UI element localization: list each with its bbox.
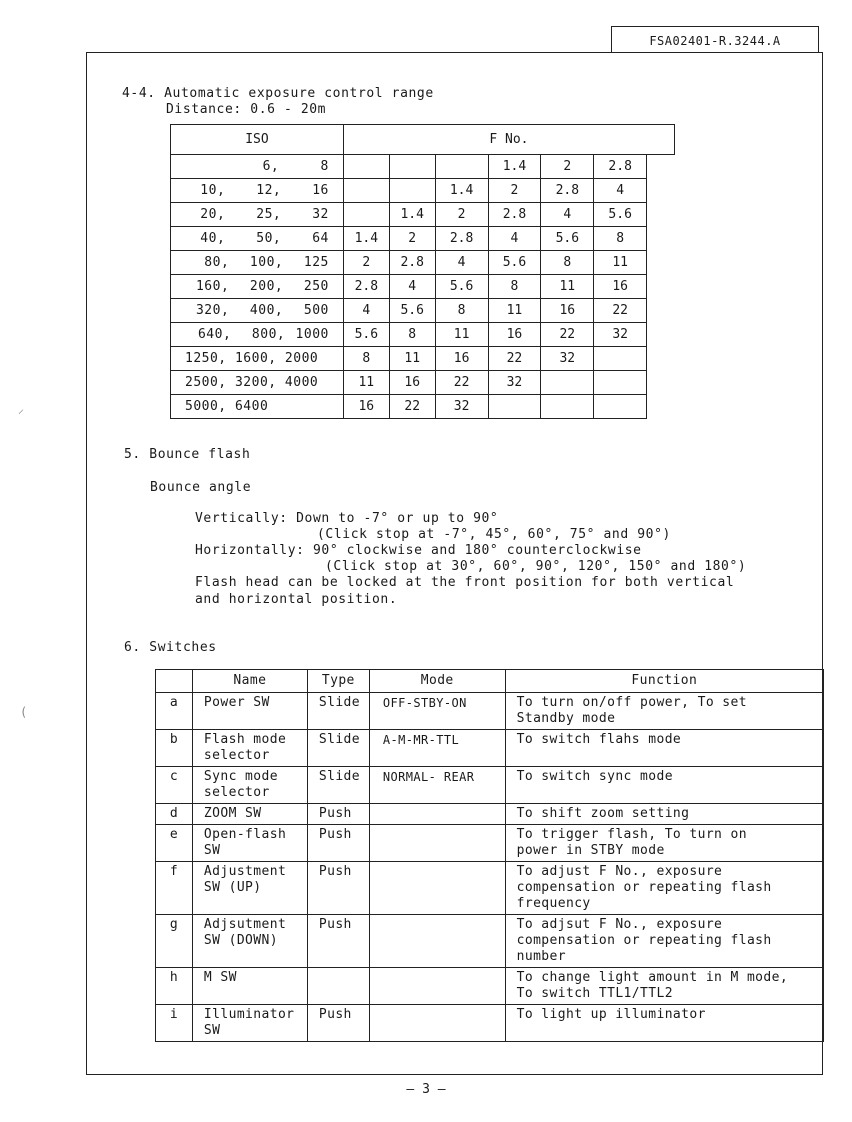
fno-cell: 1.4 bbox=[343, 227, 389, 251]
iso-values: 320, 400, 500 bbox=[171, 299, 344, 323]
fno-cell: 16 bbox=[389, 371, 435, 395]
switch-type bbox=[307, 968, 369, 1005]
spacer bbox=[647, 155, 675, 179]
fno-cell: 11 bbox=[343, 371, 389, 395]
header-function: Function bbox=[505, 670, 823, 693]
switch-row bbox=[156, 915, 824, 968]
exposure-row bbox=[171, 347, 675, 371]
fno-cell: 16 bbox=[541, 299, 594, 323]
switch-type: Push bbox=[307, 915, 369, 968]
fno-cell: 16 bbox=[435, 347, 488, 371]
exposure-row bbox=[171, 155, 675, 179]
iso-values: 10, 12, 16 bbox=[171, 179, 344, 203]
fno-cell: 22 bbox=[541, 323, 594, 347]
spacer bbox=[647, 203, 675, 227]
fno-cell: 8 bbox=[343, 347, 389, 371]
fno-cell: 8 bbox=[435, 299, 488, 323]
fno-cell: 2 bbox=[541, 155, 594, 179]
fno-cell bbox=[541, 395, 594, 419]
fno-cell: 2 bbox=[435, 203, 488, 227]
switch-type: Slide bbox=[307, 730, 369, 767]
fno-cell bbox=[343, 155, 389, 179]
fno-cell: 16 bbox=[488, 323, 541, 347]
switch-function: To trigger flash, To turn on power in STBY mode bbox=[505, 825, 823, 862]
bounce-line: Vertically: Down to -7° or up to 90° bbox=[195, 511, 499, 526]
fno-cell: 22 bbox=[389, 395, 435, 419]
spacer bbox=[647, 299, 675, 323]
exposure-row bbox=[171, 299, 675, 323]
switch-type: Slide bbox=[307, 693, 369, 730]
switch-type: Push bbox=[307, 1005, 369, 1042]
switch-name: ZOOM SW bbox=[192, 804, 307, 825]
switch-id: a bbox=[156, 693, 193, 730]
iso-values: 40, 50, 64 bbox=[171, 227, 344, 251]
section-5-heading: 5. Bounce flash bbox=[124, 447, 251, 462]
fno-cell: 8 bbox=[488, 275, 541, 299]
iso-values: 80, 100, 125 bbox=[171, 251, 344, 275]
exposure-row bbox=[171, 371, 675, 395]
document-id: FSA02401-R.3244.A bbox=[611, 26, 819, 52]
switch-name: Adjustment SW (UP) bbox=[192, 862, 307, 915]
switch-mode: OFF-STBY-ON bbox=[369, 693, 505, 730]
spacer bbox=[647, 395, 675, 419]
switch-function: To adjust F No., exposure compensation or repeating flash frequency bbox=[505, 862, 823, 915]
switch-row bbox=[156, 825, 824, 862]
switch-row bbox=[156, 1005, 824, 1042]
fno-cell: 5.6 bbox=[541, 227, 594, 251]
switch-mode bbox=[369, 825, 505, 862]
switch-name: Sync mode selector bbox=[192, 767, 307, 804]
fno-cell: 2.8 bbox=[541, 179, 594, 203]
switch-function: To change light amount in M mode, To switch TTL1/TTL2 bbox=[505, 968, 823, 1005]
switch-row bbox=[156, 767, 824, 804]
switch-id: d bbox=[156, 804, 193, 825]
fno-cell: 22 bbox=[488, 347, 541, 371]
fno-cell bbox=[594, 371, 647, 395]
switch-row bbox=[156, 968, 824, 1005]
fno-cell bbox=[594, 347, 647, 371]
fno-cell: 2.8 bbox=[488, 203, 541, 227]
fno-cell: 5.6 bbox=[435, 275, 488, 299]
fno-cell bbox=[389, 179, 435, 203]
fno-cell: 32 bbox=[541, 347, 594, 371]
fno-cell: 5.6 bbox=[488, 251, 541, 275]
switch-mode bbox=[369, 968, 505, 1005]
switch-row bbox=[156, 804, 824, 825]
iso-values: 20, 25, 32 bbox=[171, 203, 344, 227]
fno-cell: 8 bbox=[594, 227, 647, 251]
fno-cell: 5.6 bbox=[389, 299, 435, 323]
switch-name: Flash mode selector bbox=[192, 730, 307, 767]
fno-cell bbox=[594, 395, 647, 419]
switch-mode bbox=[369, 804, 505, 825]
fno-cell: 8 bbox=[541, 251, 594, 275]
bounce-line: Horizontally: 90° clockwise and 180° counterclockwise bbox=[195, 543, 642, 558]
spacer bbox=[647, 227, 675, 251]
iso-header: ISO bbox=[171, 125, 344, 155]
fno-cell: 11 bbox=[541, 275, 594, 299]
spacer bbox=[647, 179, 675, 203]
iso-values: 160, 200, 250 bbox=[171, 275, 344, 299]
fno-cell: 5.6 bbox=[343, 323, 389, 347]
switch-function: To adjsut F No., exposure compensation or repeating flash number bbox=[505, 915, 823, 968]
switch-name: Illuminator SW bbox=[192, 1005, 307, 1042]
iso-values: 1250, 1600, 2000 bbox=[171, 347, 344, 371]
switch-name: M SW bbox=[192, 968, 307, 1005]
fno-cell: 4 bbox=[389, 275, 435, 299]
margin-mark: ⸝ bbox=[18, 402, 25, 416]
fno-cell: 2 bbox=[488, 179, 541, 203]
fno-cell: 32 bbox=[594, 323, 647, 347]
fno-cell bbox=[488, 395, 541, 419]
bounce-line: (Click stop at 30°, 60°, 90°, 120°, 150° and 180°) bbox=[325, 559, 747, 574]
fno-cell: 11 bbox=[435, 323, 488, 347]
spacer bbox=[647, 275, 675, 299]
spacer bbox=[647, 347, 675, 371]
fno-cell bbox=[389, 155, 435, 179]
spacer bbox=[647, 323, 675, 347]
switch-id: g bbox=[156, 915, 193, 968]
switch-name: Adjsutment SW (DOWN) bbox=[192, 915, 307, 968]
fno-cell: 2.8 bbox=[343, 275, 389, 299]
exposure-row bbox=[171, 203, 675, 227]
exposure-row bbox=[171, 179, 675, 203]
switch-id: f bbox=[156, 862, 193, 915]
exposure-row bbox=[171, 251, 675, 275]
switch-mode bbox=[369, 915, 505, 968]
switch-id: e bbox=[156, 825, 193, 862]
fno-cell bbox=[343, 179, 389, 203]
bounce-line: Flash head can be locked at the front position for both vertical bbox=[195, 575, 735, 590]
iso-values: 6, 8 bbox=[171, 155, 344, 179]
switch-name: Open-flash SW bbox=[192, 825, 307, 862]
fno-cell: 1.4 bbox=[435, 179, 488, 203]
fno-cell: 16 bbox=[343, 395, 389, 419]
fno-cell: 22 bbox=[435, 371, 488, 395]
switch-mode bbox=[369, 1005, 505, 1042]
switch-mode bbox=[369, 862, 505, 915]
switch-mode: A-M-MR-TTL bbox=[369, 730, 505, 767]
header-type: Type bbox=[307, 670, 369, 693]
fno-cell: 16 bbox=[594, 275, 647, 299]
switch-type: Push bbox=[307, 825, 369, 862]
section-6-heading: 6. Switches bbox=[124, 640, 217, 655]
fno-cell: 11 bbox=[594, 251, 647, 275]
fno-cell: 5.6 bbox=[594, 203, 647, 227]
fno-cell: 2.8 bbox=[389, 251, 435, 275]
switch-function: To switch sync mode bbox=[505, 767, 823, 804]
fno-cell: 11 bbox=[389, 347, 435, 371]
switch-row bbox=[156, 862, 824, 915]
switch-name: Power SW bbox=[192, 693, 307, 730]
switches-table bbox=[155, 669, 824, 1042]
switch-function: To switch flahs mode bbox=[505, 730, 823, 767]
margin-mark: ( bbox=[20, 705, 28, 719]
spacer bbox=[647, 371, 675, 395]
exposure-row bbox=[171, 395, 675, 419]
fno-cell: 32 bbox=[435, 395, 488, 419]
fno-cell: 1.4 bbox=[488, 155, 541, 179]
header-mode: Mode bbox=[369, 670, 505, 693]
fno-cell: 32 bbox=[488, 371, 541, 395]
switch-function: To shift zoom setting bbox=[505, 804, 823, 825]
fno-cell: 22 bbox=[594, 299, 647, 323]
exposure-range-table bbox=[170, 124, 675, 419]
iso-values: 640, 800, 1000 bbox=[171, 323, 344, 347]
switch-type: Push bbox=[307, 804, 369, 825]
switch-id: b bbox=[156, 730, 193, 767]
fno-cell: 2 bbox=[343, 251, 389, 275]
exposure-row bbox=[171, 275, 675, 299]
fno-cell: 4 bbox=[594, 179, 647, 203]
switch-id: i bbox=[156, 1005, 193, 1042]
fno-cell: 4 bbox=[343, 299, 389, 323]
bounce-line: and horizontal position. bbox=[195, 592, 398, 607]
switch-mode: NORMAL- REAR bbox=[369, 767, 505, 804]
fno-cell: 2.8 bbox=[435, 227, 488, 251]
fno-cell: 11 bbox=[488, 299, 541, 323]
iso-values: 5000, 6400 bbox=[171, 395, 344, 419]
fno-cell: 1.4 bbox=[389, 203, 435, 227]
bounce-line: (Click stop at -7°, 45°, 60°, 75° and 90°) bbox=[317, 527, 671, 542]
fno-header: F No. bbox=[343, 125, 674, 155]
fno-cell: 4 bbox=[435, 251, 488, 275]
page-number: — 3 — bbox=[406, 1082, 446, 1097]
fno-cell: 8 bbox=[389, 323, 435, 347]
switch-function: To turn on/off power, To set Standby mode bbox=[505, 693, 823, 730]
bounce-angle-subheading: Bounce angle bbox=[150, 480, 252, 495]
iso-values: 2500, 3200, 4000 bbox=[171, 371, 344, 395]
switch-type: Slide bbox=[307, 767, 369, 804]
header-id bbox=[156, 670, 193, 693]
header-name: Name bbox=[192, 670, 307, 693]
exposure-row bbox=[171, 227, 675, 251]
switch-id: c bbox=[156, 767, 193, 804]
switch-type: Push bbox=[307, 862, 369, 915]
fno-cell: 4 bbox=[488, 227, 541, 251]
fno-cell bbox=[435, 155, 488, 179]
section-4-4-heading: 4-4. Automatic exposure control range bbox=[122, 86, 434, 101]
exposure-row bbox=[171, 323, 675, 347]
fno-cell bbox=[343, 203, 389, 227]
distance-text: Distance: 0.6 - 20m bbox=[166, 102, 327, 117]
fno-cell: 2.8 bbox=[594, 155, 647, 179]
fno-cell: 4 bbox=[541, 203, 594, 227]
fno-cell: 2 bbox=[389, 227, 435, 251]
spacer bbox=[647, 251, 675, 275]
fno-cell bbox=[541, 371, 594, 395]
switch-function: To light up illuminator bbox=[505, 1005, 823, 1042]
switch-id: h bbox=[156, 968, 193, 1005]
switch-row bbox=[156, 730, 824, 767]
switch-row bbox=[156, 693, 824, 730]
